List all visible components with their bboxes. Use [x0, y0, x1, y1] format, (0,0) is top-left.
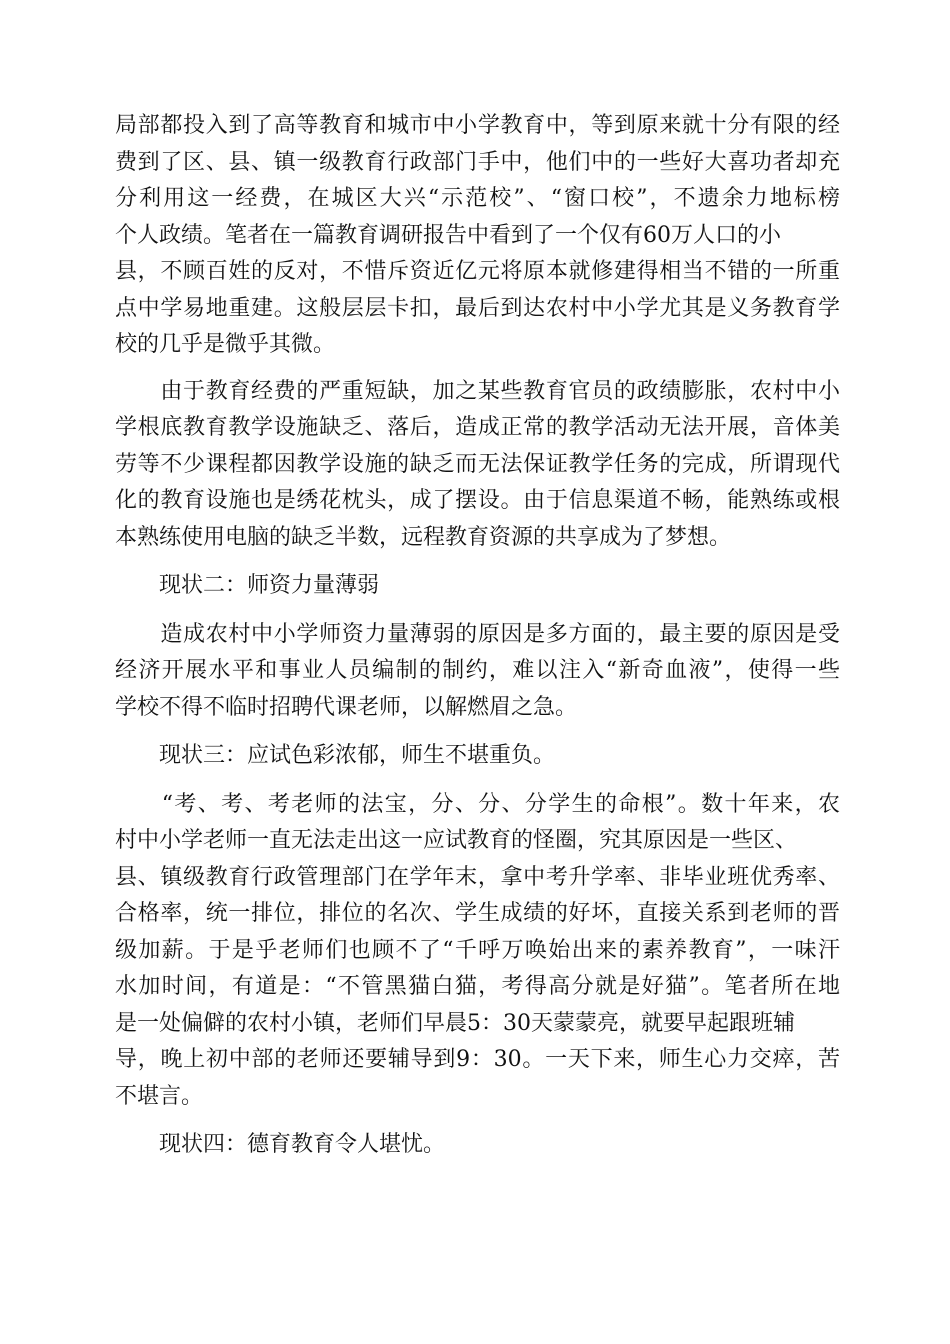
text-line: 由于教育经费的严重短缺，加之某些教育官员的政绩膨胀，农村中小 — [115, 378, 840, 404]
section-heading-4 — [115, 1127, 840, 1164]
text-line: 县、镇级教育行政管理部门在学年末，拿中考升学率、非毕业班优秀率、 — [115, 864, 840, 890]
text-line: 水加时间，有道是：“不管黑猫白猫，考得高分就是好猫”。笔者所在地 — [115, 974, 840, 999]
text-line: 本熟练使用电脑的缺乏半数，远程教育资源的共享成为了梦想。 — [115, 524, 732, 550]
text-line: 局部都投入到了高等教育和城市中小学教育中，等到原来就十分有限的经 — [115, 113, 840, 138]
text-line: 造成农村中小学师资力量薄弱的原因是多方面的，最主要的原因是受 — [115, 621, 840, 647]
text-line: 现状三：应试色彩浓郁，师生不堪重负。 — [115, 743, 556, 768]
paragraph-1 — [115, 108, 840, 364]
text-line: 学校不得不临时招聘代课老师，以解燃眉之急。 — [115, 694, 578, 720]
text-line: 学根底教育教学设施缺乏、落后，造成正常的教学活动无法开展，音体美 — [115, 415, 840, 440]
paragraph-4 — [115, 617, 840, 727]
text-line: 点中学易地重建。这般层层卡扣，最后到达农村中小学尤其是义务教育学 — [115, 295, 840, 321]
text-line: 化的教育设施也是绣花枕头，成了摆设。由于信息渠道不畅，能熟练或根 — [115, 488, 840, 513]
document-body — [115, 108, 840, 1164]
text-line: 县，不顾百姓的反对，不惜斥资近亿元将原本就修建得相当不错的一所重 — [115, 259, 840, 284]
text-line: 不堪言。 — [115, 1083, 204, 1109]
paragraph-6 — [115, 787, 840, 1116]
text-line: 导，晚上初中部的老师还要辅导到9：30。一天下来，师生心力交瘁，苦 — [115, 1047, 840, 1072]
text-line: 级加薪。于是乎老师们也顾不了“千呼万唤始出来的素养教育”，一味汗 — [115, 937, 840, 963]
text-line: 校的几乎是微乎其微。 — [115, 332, 336, 357]
text-line: 现状四：德育教育令人堪忧。 — [115, 1132, 446, 1157]
section-heading-3 — [115, 738, 840, 775]
section-heading-2 — [115, 568, 840, 605]
text-line: “考、考、考老师的法宝，分、分、分学生的命根”。数十年来，农 — [115, 791, 840, 817]
text-line: 现状二：师资力量薄弱 — [115, 573, 380, 598]
text-line: 费到了区、县、镇一级教育行政部门手中，他们中的一些好大喜功者却充 — [115, 149, 840, 175]
text-line: 个人政绩。笔者在一篇教育调研报告中看到了一个仅有60万人口的小 — [115, 222, 781, 248]
paragraph-2 — [115, 374, 840, 557]
text-line: 经济开展水平和事业人员编制的制约，难以注入“新奇血液”，使得一些 — [115, 658, 840, 683]
text-line: 劳等不少课程都因教学设施的缺乏而无法保证教学任务的完成，所谓现代 — [115, 451, 840, 477]
text-line: 分利用这一经费，在城区大兴“示范校”、“窗口校”，不遗余力地标榜 — [115, 186, 840, 211]
text-line: 是一处偏僻的农村小镇，老师们早晨5：30天蒙蒙亮，就要早起跟班辅 — [115, 1010, 795, 1036]
text-line: 村中小学老师一直无法走出这一应试教育的怪圈，究其原因是一些区、 — [115, 828, 798, 853]
text-line: 合格率，统一排位，排位的名次、学生成绩的好坏，直接关系到老师的晋 — [115, 901, 840, 926]
